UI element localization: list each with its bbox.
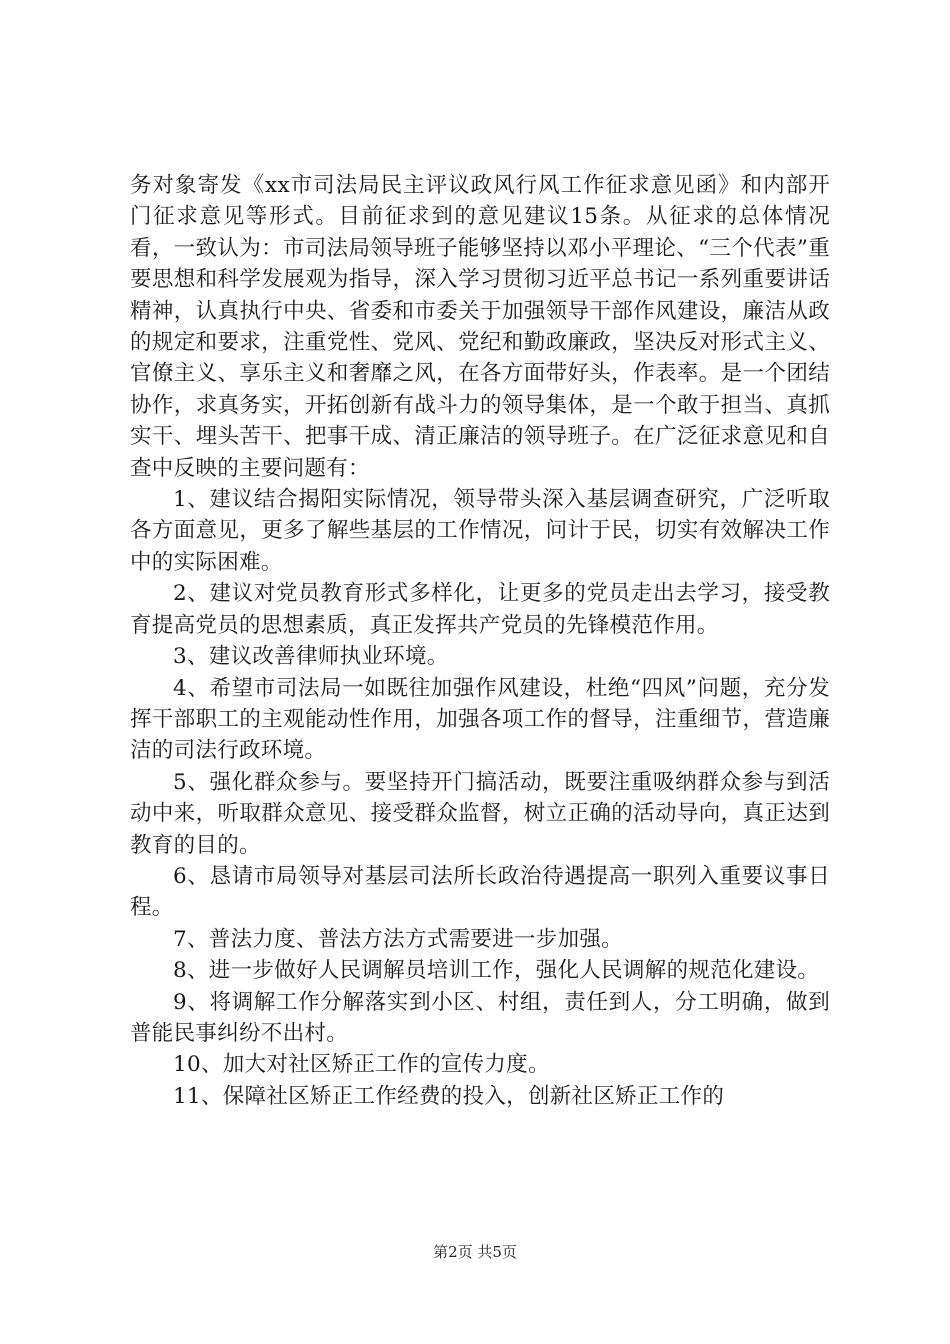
- list-item: 11、保障社区矫正工作经费的投入，创新社区矫正工作的: [173, 1083, 725, 1109]
- list-item: 4、希望市司法局一如既往加强作风建设，杜绝“四风”问题，充分发挥干部职工的主观能动性作用，加强各项工作的督导，注重细节，营造廉洁的司法行政环境。: [130, 675, 830, 764]
- list-item: 9、将调解工作分解落实到小区、村组，责任到人，分工明确，做到普能民事纠纷不出村。: [130, 989, 830, 1046]
- list-item: 8、进一步做好人民调解员培训工作，强化人民调解的规范化建设。: [173, 958, 820, 984]
- document-body: [130, 170, 830, 1112]
- intro-paragraph: 务对象寄发《xx市司法局民主评议政风行风工作征求意见函》和内部开门征求意见等形式。目前征求到的意见建议15条。从征求的总体情况看，一致认为：市司法局领导班子能够坚持以邓小平理论、“三个代表”重要思想和科学发展观为指导，深入学习贯彻习近平总书记一系列重要讲话精神，认真执行中央、省委和市委关于加强领导干部作风建设，廉洁从政的规定和要求，注重党性、党风、党纪和勤政廉政，坚决反对形式主义、官僚主义、享乐主义和奢靡之风，在各方面带好头，作表率。是一个团结协作，求真务实，开拓创新有战斗力的领导集体，是一个敢于担当、真抓实干、埋头苦干、把事干成、清正廉洁的领导班子。在广泛征求意见和自查中反映的主要问题有：: [130, 173, 830, 481]
- list-item: 1、建议结合揭阳实际情况，领导带头深入基层调查研究，广泛听取各方面意见，更多了解些基层的工作情况，问计于民，切实有效解决工作中的实际困难。: [130, 487, 830, 575]
- list-item: 6、恳请市局领导对基层司法所长政治待遇提高一职列入重要议事日程。: [130, 863, 830, 921]
- list-item: 3、建议改善律师执业环境。: [173, 644, 449, 670]
- list-item: 10、加大对社区矫正工作的宣传力度。: [173, 1052, 550, 1078]
- list-item: 5、强化群众参与。要坚持开门搞活动，既要注重吸纳群众参与到活动中来，听取群众意见、接受群众监督，树立正确的活动导向，真正达到教育的目的。: [130, 769, 830, 858]
- list-item: 2、建议对党员教育形式多样化，让更多的党员走出去学习，接受教育提高党员的思想素质，真正发挥共产党员的先锋模范作用。: [130, 581, 830, 638]
- page-number-footer: 第2页 共5页: [433, 1243, 517, 1261]
- list-item: 7、普法力度、普法方法方式需要进一步加强。: [173, 926, 623, 952]
